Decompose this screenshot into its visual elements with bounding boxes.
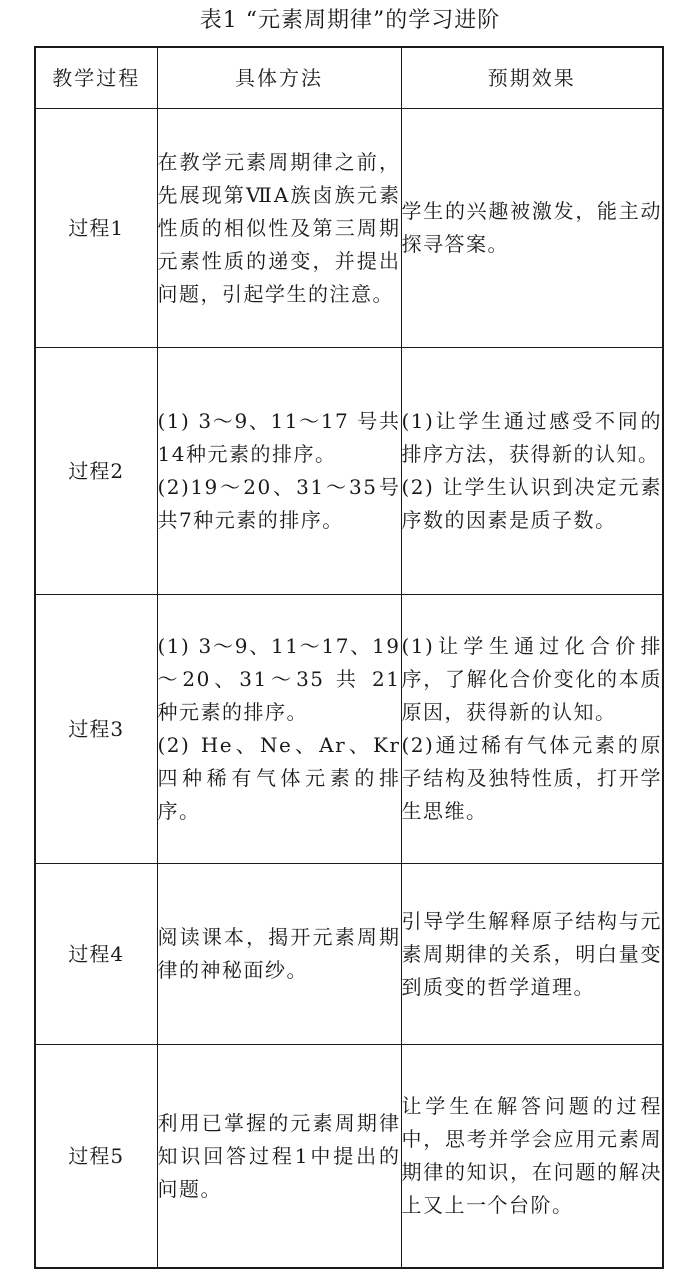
method-text: 在教学元素周期律之前，先展现第ⅦA族卤族元素性质的相似性及第三周期元素性质的递变，并提出问题，引起学生的注意。 bbox=[157, 149, 401, 306]
process-cell: 过程2 bbox=[35, 348, 157, 595]
effect-text: 让学生在解答问题的过程中，思考并学会应用元素周期律的知识，在问题的解决上又上一个台阶。 bbox=[401, 1094, 662, 1217]
method-text: 利用已掌握的元素周期律知识回答过程1中提出的问题。 bbox=[157, 1110, 401, 1201]
table-row bbox=[35, 109, 663, 348]
effect-text: 学生的兴趣被激发，能主动探寻答案。 bbox=[401, 199, 662, 256]
process-cell: 过程1 bbox=[35, 109, 157, 348]
effect-text: (2) 让学生认识到决定元素序数的因素是质子数。 bbox=[401, 475, 662, 532]
effect-text: (1)让学生通过感受不同的排序方法，获得新的认知。 bbox=[401, 409, 662, 466]
header-method: 具体方法 bbox=[157, 47, 401, 109]
method-text: (2)19～20、31～35号共7种元素的排序。 bbox=[157, 475, 401, 532]
method-cell bbox=[157, 1045, 401, 1269]
header-process: 教学过程 bbox=[35, 47, 157, 109]
method-cell bbox=[157, 109, 401, 348]
learning-progression-table bbox=[34, 46, 664, 1269]
effect-cell bbox=[401, 1045, 663, 1269]
method-text: 阅读课本，揭开元素周期律的神秘面纱。 bbox=[157, 925, 401, 982]
method-cell bbox=[157, 864, 401, 1045]
effect-text: (1)让学生通过化合价排序，了解化合价变化的本质原因，获得新的认知。 bbox=[401, 634, 662, 724]
method-text: (1) 3～9、11～17 号共14种元素的排序。 bbox=[157, 409, 401, 466]
header-effect: 预期效果 bbox=[401, 47, 663, 109]
table-caption: 表1 “元素周期律”的学习进阶 bbox=[199, 8, 501, 33]
effect-cell bbox=[401, 109, 663, 348]
table-row bbox=[35, 348, 663, 595]
method-cell bbox=[157, 348, 401, 595]
process-cell: 过程3 bbox=[35, 595, 157, 864]
header-row bbox=[35, 47, 663, 109]
method-cell bbox=[157, 595, 401, 864]
effect-text: (2)通过稀有气体元素的原子结构及独特性质，打开学生思维。 bbox=[401, 733, 662, 823]
method-text: (2) He、Ne、Ar、Kr 四种稀有气体元素的排序。 bbox=[157, 733, 401, 823]
method-text: (1) 3～9、11～17、19～20、31～35 共 21 种元素的排序。 bbox=[157, 634, 401, 724]
table-row bbox=[35, 595, 663, 864]
effect-cell bbox=[401, 348, 663, 595]
process-cell: 过程5 bbox=[35, 1045, 157, 1269]
table-row bbox=[35, 864, 663, 1045]
effect-cell bbox=[401, 864, 663, 1045]
effect-text: 引导学生解释原子结构与元素周期律的关系，明白量变到质变的哲学道理。 bbox=[401, 908, 662, 999]
table-row bbox=[35, 1045, 663, 1269]
effect-cell bbox=[401, 595, 663, 864]
process-cell: 过程4 bbox=[35, 864, 157, 1045]
